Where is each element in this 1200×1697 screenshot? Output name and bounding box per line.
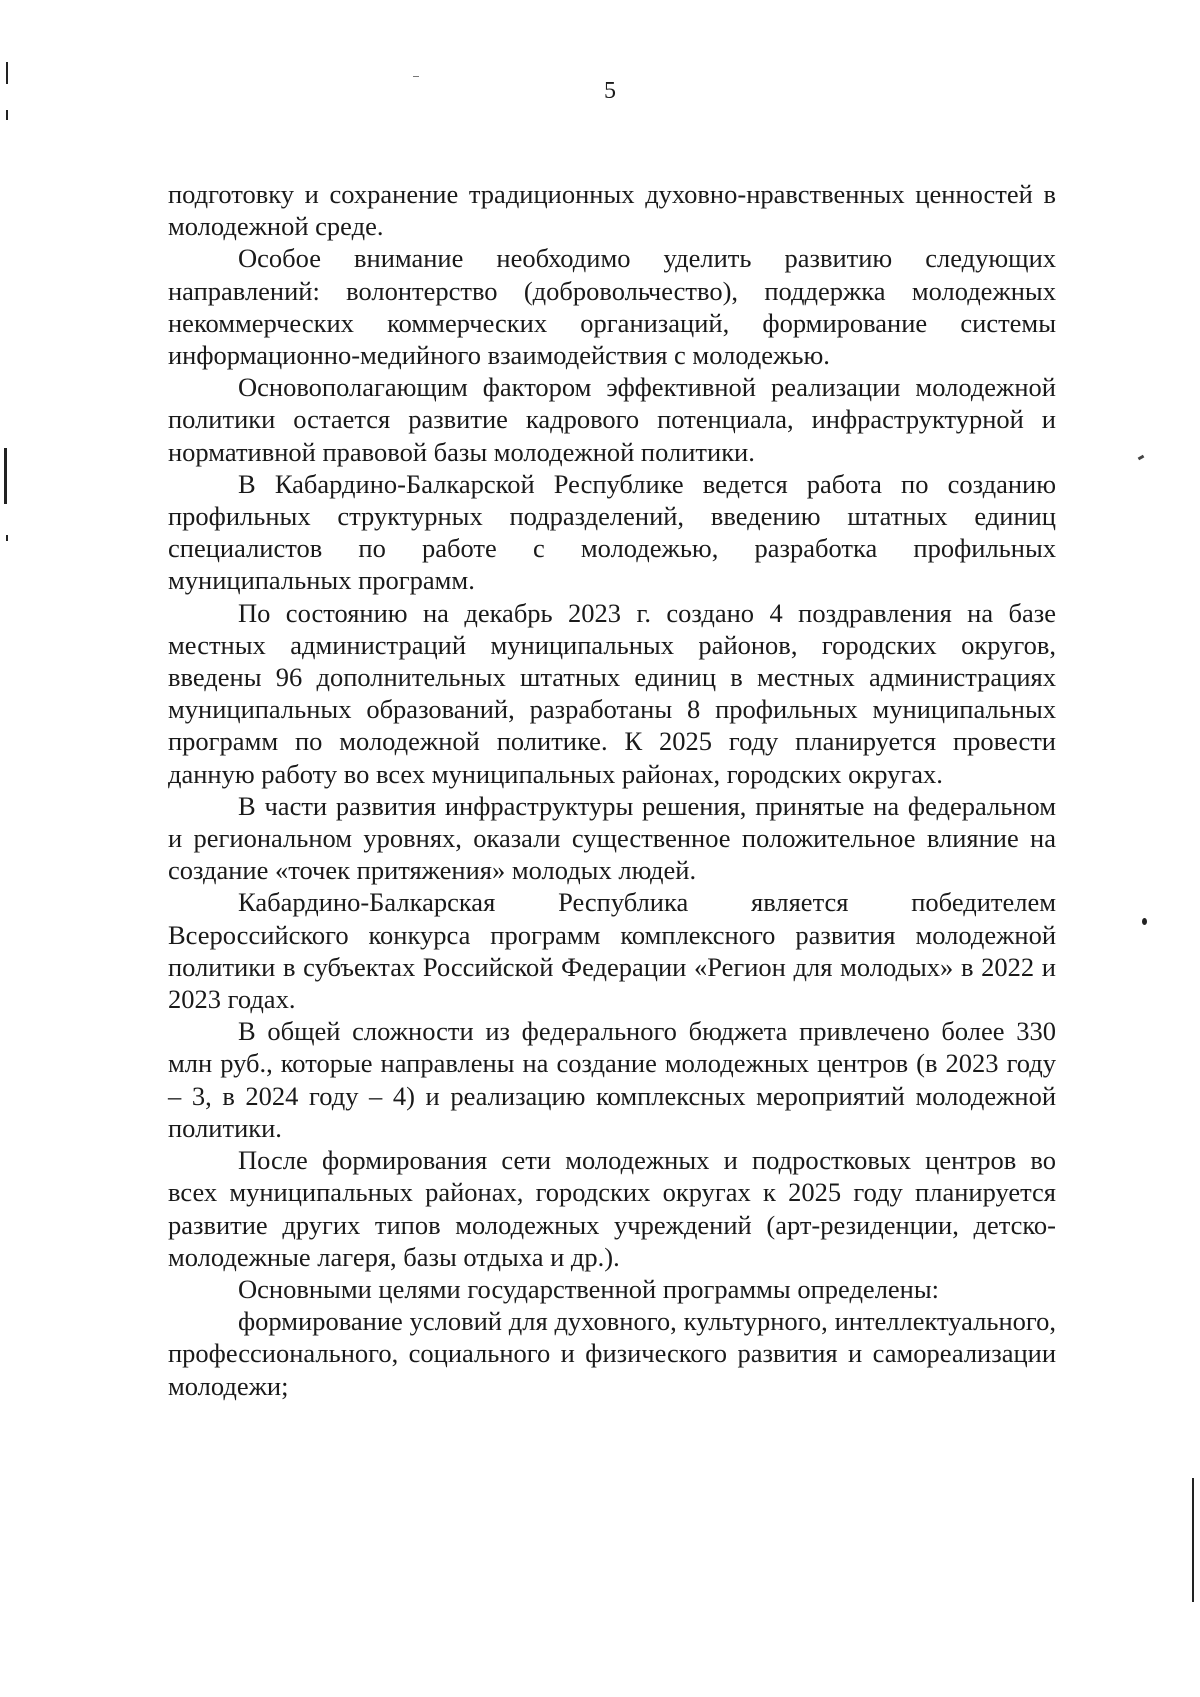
paragraph: После формирования сети молодежных и подростковых центров во всех муниципальных районах, городских округах к 2025 году планируется развитие других типов молодежных учреждений (арт-резиденции, детско-молодежные лагеря, базы отдыха и др.). [168, 1145, 1056, 1272]
scan-artifact-left-mid2 [6, 535, 8, 541]
list-item: формирование условий для духовного, культурного, интеллектуального, профессионального, социального и физического развития и самореализации молодежи; [168, 1306, 1056, 1401]
paragraph: Основными целями государственной программы определены: [238, 1273, 940, 1304]
scan-artifact-left-top [6, 62, 8, 84]
scan-artifact-left-mid [4, 448, 7, 504]
paragraph: Основополагающим фактором эффективной реализации молодежной политики остается развитие кадрового потенциала, инфраструктурной и нормативной правовой базы молодежной политики. [168, 372, 1056, 467]
paragraph: подготовку и сохранение традиционных духовно-нравственных ценностей в молодежной среде. [168, 179, 1056, 242]
scan-artifact-left-top2 [6, 110, 8, 120]
paragraph: Особое внимание необходимо уделить развитию следующих направлений: волонтерство (добровольчество), поддержка молодежных некоммерческих коммерческих организаций, формирование системы информационно-медийного взаимодействия с молодежью. [168, 243, 1056, 371]
paragraph: В общей сложности из федерального бюджета привлечено более 330 млн руб., которые направлены на создание молодежных центров (в 2023 году – 3, в 2024 году – 4) и реализацию комплексных мероприятий молодежной политики. [168, 1016, 1056, 1143]
page-number: 5 [604, 78, 616, 104]
paragraph: Кабардино-Балкарская Республика является победителем Всероссийского конкурса программ комплексного развития молодежной политики в субъектах Российской Федерации «Регион для молодых» в 2022 и 2023 годах. [168, 887, 1056, 1015]
scan-artifact-dot-right2 [1142, 918, 1147, 925]
scan-artifact-dot-right1 [1138, 455, 1145, 461]
scan-artifact-right-edge [1192, 1478, 1194, 1602]
scan-artifact-dash-top [413, 76, 419, 77]
document-body [168, 178, 1056, 1402]
paragraph: В Кабардино-Балкарской Республике ведется работа по созданию профильных структурных подразделений, введению штатных единиц специалистов по работе с молодежью, разработка профильных муниципальных программ. [168, 468, 1056, 596]
paragraph: В части развития инфраструктуры решения, принятые на федеральном и региональном уровнях, оказали существенное положительное влияние на создание «точек притяжения» молодых людей. [168, 790, 1056, 886]
paragraph: По состоянию на декабрь 2023 г. создано 4 поздравления на базе местных администраций муниципальных районов, городских округов, введены 96 дополнительных штатных единиц в местных администрациях муниципальных образований, разработаны 8 профильных муниципальных программ по молодежной политике. К 2025 году планируется провести данную работу во всех муниципальных районах, городских округах. [168, 597, 1056, 789]
